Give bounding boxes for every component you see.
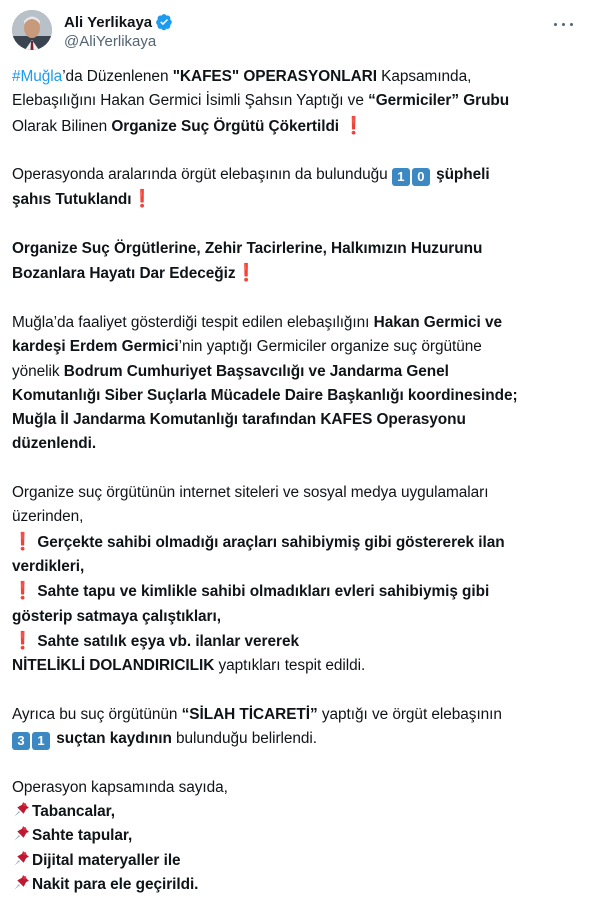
bold-text: gösterip satmaya çalıştıkları,: [12, 607, 221, 625]
bold-text: Nakit para ele geçirildi.: [32, 875, 199, 893]
handle[interactable]: @AliYerlikaya: [64, 33, 157, 50]
list-item: [12, 827, 132, 844]
bold-text: şüpheli: [431, 166, 490, 184]
bold-text: Sahte tapu ve kimlikle sahibi olmadıkları evleri sahibiymiş gibi: [33, 583, 490, 601]
list-item: [12, 876, 198, 893]
bold-text: Bozanlara Hayatı Dar Edeceğiz: [12, 265, 236, 283]
text: Operasyon kapsamında sayıda,: [12, 778, 228, 796]
bold-text: "KAFES" OPERASYONLARI: [172, 68, 377, 85]
bold-text: Hakan Germici ve: [373, 313, 503, 331]
text: Kapsamında,: [376, 68, 472, 85]
list-item: [12, 852, 181, 869]
paragraph-3: [12, 237, 582, 287]
paragraph-5: [12, 481, 582, 678]
text: Organize suç örgütünün internet siteleri ve sosyal medya uygulamaları: [12, 484, 489, 502]
paragraph-2: [12, 163, 582, 213]
bold-text: Bodrum Cumhuriyet Başsavcılığı ve Jandarma Genel: [63, 362, 449, 380]
bold-text: düzenlendi.: [12, 435, 97, 453]
bold-text: “SİLAH TİCARETİ”: [181, 705, 318, 723]
bold-text: Komutanlığı Siber Suçlarla Mücadele Daire Başkanlığı koordinesinde;: [12, 386, 518, 404]
bold-text: şahıs Tutuklandı: [12, 191, 132, 209]
bold-text: Gerçekte sahibi olmadığı araçları sahibiymiş gibi göstererek ilan: [33, 533, 505, 551]
bold-text: Dijital materyaller ile: [32, 851, 181, 869]
bold-text: Sahte tapular,: [32, 827, 133, 845]
bold-text: Sahte satılık eşya vb. ilanlar vererek: [33, 632, 299, 650]
text: Elebaşılığını Hakan Germici İsimli Şahsın Yaptığı ve: [12, 92, 369, 110]
bold-text: verdikleri,: [12, 557, 85, 575]
bold-text: Tabancalar,: [32, 802, 116, 820]
keycap-digit-icon: 0: [412, 168, 430, 186]
bold-text: suçtan kaydının: [52, 730, 172, 748]
verified-badge-icon: [155, 13, 173, 31]
bold-text: Organize Suç Örgütlerine, Zehir Tacirlerine, Halkımızın Huzurunu: [12, 240, 483, 258]
paragraph-1: [12, 65, 582, 139]
text: Operasyonda aralarında örgüt elebaşının da bulunduğu: [12, 166, 392, 184]
text: Muğla’da faaliyet gösterdiği tespit edilen elebaşılığını: [12, 313, 374, 331]
exclamation-icon: ❗: [12, 630, 34, 650]
exclamation-icon: ❗: [235, 263, 257, 283]
text: ’nin yaptığı Germiciler organize suç örgütüne: [178, 338, 482, 356]
text: Ayrıca bu suç örgütünün: [12, 705, 182, 723]
exclamation-icon: ❗: [12, 531, 34, 551]
paragraph-4: [12, 311, 582, 457]
text: Olarak Bilinen: [12, 117, 112, 135]
bold-text: kardeşi Erdem Germici: [12, 338, 179, 356]
text: üzerinden,: [12, 508, 84, 526]
keycap-digit-icon: 3: [12, 732, 30, 750]
text: ’da Düzenlenen: [62, 68, 173, 85]
paragraph-7: [12, 776, 582, 897]
exclamation-icon: ❗: [131, 189, 153, 209]
text: yaptıkları tespit edildi.: [214, 657, 366, 675]
pushpin-icon: [12, 873, 31, 892]
text: yaptığı ve örgüt elebaşının: [317, 705, 502, 723]
bold-text: “Germiciler” Grubu: [368, 92, 510, 110]
text: bulunduğu belirlendi.: [171, 730, 318, 748]
bold-text: NİTELİKLİ DOLANDIRICILIK: [12, 657, 215, 675]
pushpin-icon: [12, 800, 31, 819]
keycap-digit-icon: 1: [32, 732, 50, 750]
pushpin-icon: [12, 849, 31, 868]
more-options-icon[interactable]: [551, 14, 577, 34]
paragraph-6: [12, 703, 582, 752]
bold-text: Organize Suç Örgütü Çökertildi: [111, 117, 340, 135]
display-name[interactable]: Ali Yerlikaya: [64, 13, 153, 31]
tweet-text: [12, 65, 582, 897]
hashtag-link[interactable]: #Muğla: [12, 68, 63, 85]
list-item: [12, 803, 115, 820]
exclamation-icon: ❗: [12, 581, 34, 601]
tweet-header: [12, 10, 577, 54]
text: yönelik: [12, 362, 64, 380]
keycap-digit-icon: 1: [392, 168, 410, 186]
exclamation-icon: ❗: [343, 115, 365, 135]
avatar[interactable]: [12, 10, 52, 50]
bold-text: Muğla İl Jandarma Komutanlığı tarafından KAFES Operasyonu: [12, 411, 466, 429]
pushpin-icon: [12, 824, 31, 843]
